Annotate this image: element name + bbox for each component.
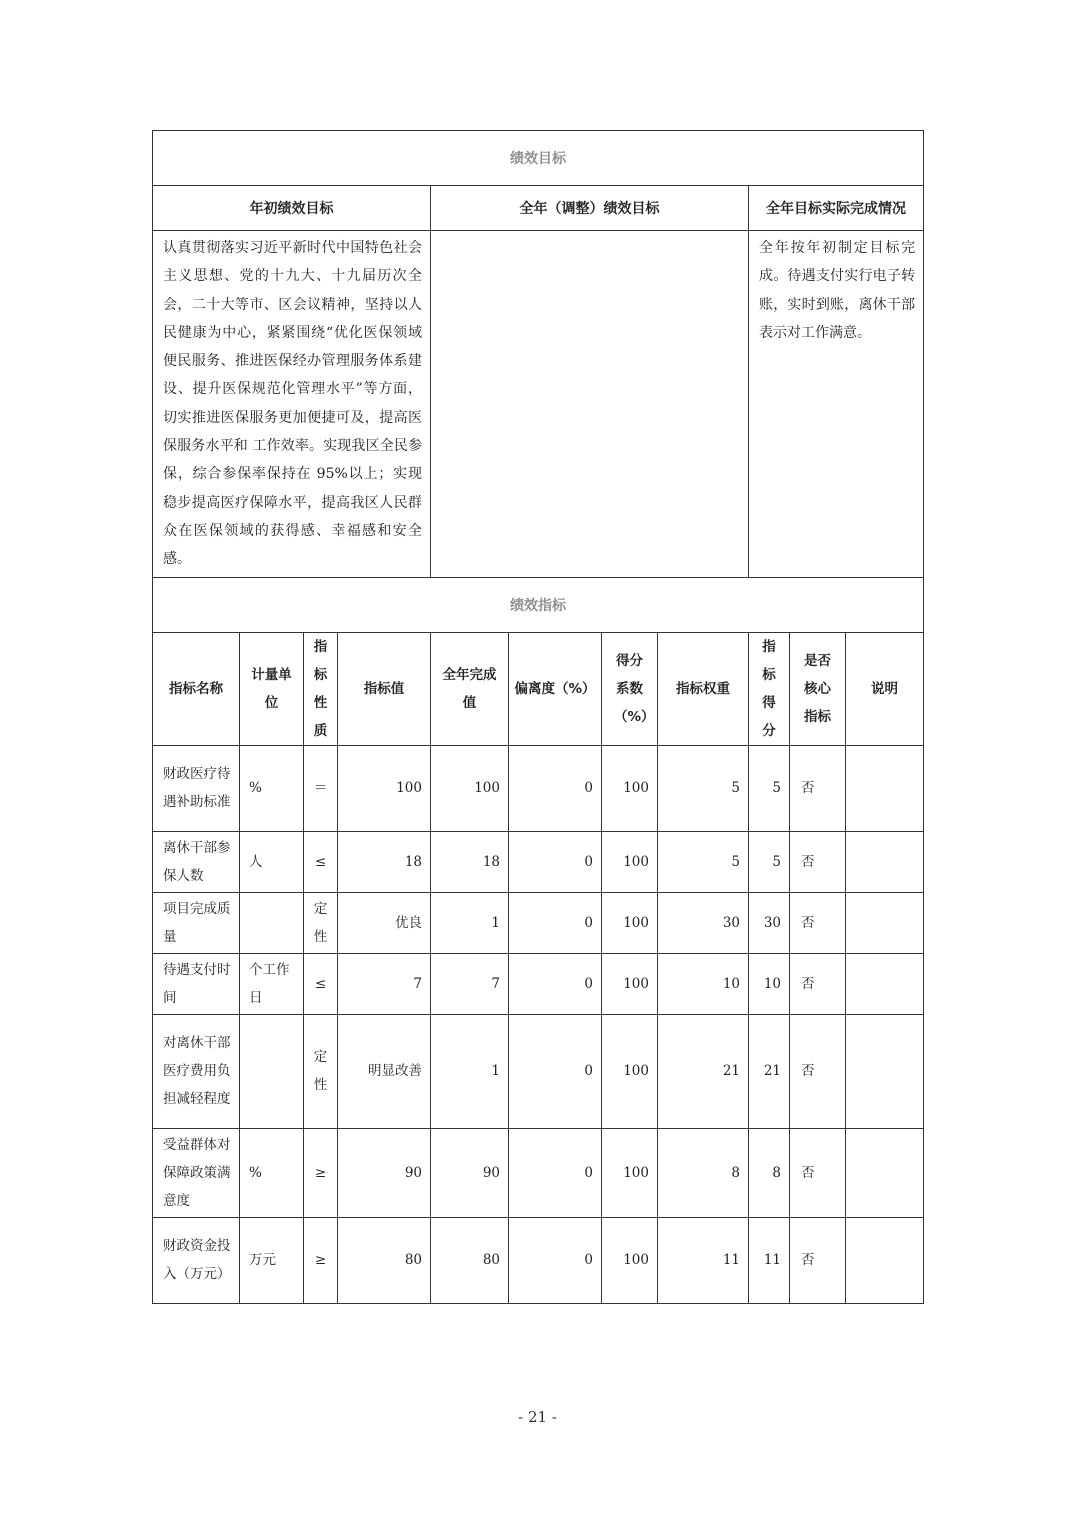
indicator-deviation: 0 — [509, 1128, 602, 1217]
indicator-deviation: 0 — [509, 1217, 602, 1303]
header-deviation: 偏离度（%） — [509, 632, 602, 745]
indicator-coef: 100 — [602, 831, 658, 892]
indicator-weight: 21 — [658, 1014, 749, 1128]
indicator-note — [846, 953, 924, 1014]
indicator-name: 受益群体对保障政策满意度 — [153, 1128, 240, 1217]
indicator-weight: 11 — [658, 1217, 749, 1303]
indicator-target: 7 — [338, 953, 431, 1014]
header-weight: 指标权重 — [658, 632, 749, 745]
indicator-deviation: 0 — [509, 953, 602, 1014]
page-number: - 21 - — [518, 1408, 557, 1426]
indicator-note — [846, 892, 924, 953]
indicator-target: 80 — [338, 1217, 431, 1303]
indicator-weight: 5 — [658, 831, 749, 892]
indicator-property: ≤ — [304, 953, 338, 1014]
indicator-core: 否 — [790, 892, 846, 953]
header-score: 指标得分 — [749, 632, 790, 745]
indicator-note — [846, 831, 924, 892]
table-row — [153, 892, 924, 953]
indicator-unit: % — [240, 1128, 304, 1217]
indicator-target: 18 — [338, 831, 431, 892]
indicator-note — [846, 1014, 924, 1128]
initial-goal-text: 认真贯彻落实习近平新时代中国特色社会主义思想、党的十九大、十九届历次全会，二十大等市、区会议精神，坚持以人民健康为中心，紧紧围绕“优化医保领域便民服务、推进医保经办管理服务体系建设、提升医保规范化管理水平”等方面，切实推进医保服务更加便捷可及，提高医保服务水平和 工作效率。实现我区全民参保，综合参保率保持在 95%以上；实现稳步提高医疗保障水平，提高我区人民群众在医保领域的获得感、幸福感和安全感。 — [153, 231, 431, 578]
indicator-core: 否 — [790, 745, 846, 831]
indicator-name: 项目完成质量 — [153, 892, 240, 953]
indicator-score: 21 — [749, 1014, 790, 1128]
indicator-coef: 100 — [602, 953, 658, 1014]
indicator-score: 8 — [749, 1128, 790, 1217]
indicator-unit: 万元 — [240, 1217, 304, 1303]
indicator-coef: 100 — [602, 1128, 658, 1217]
indicator-actual: 90 — [431, 1128, 509, 1217]
header-unit: 计量单位 — [240, 632, 304, 745]
header-note: 说明 — [846, 632, 924, 745]
indicator-unit: 人 — [240, 831, 304, 892]
table-row — [153, 1014, 924, 1128]
indicator-core: 否 — [790, 831, 846, 892]
indicator-coef: 100 — [602, 1014, 658, 1128]
indicator-target: 明显改善 — [338, 1014, 431, 1128]
col-adjusted-goal: 全年（调整）绩效目标 — [431, 186, 749, 231]
header-coef: 得分系数（%） — [602, 632, 658, 745]
indicator-actual: 1 — [431, 892, 509, 953]
indicator-property: ≤ — [304, 831, 338, 892]
indicator-deviation: 0 — [509, 831, 602, 892]
performance-sheet — [152, 130, 923, 1304]
indicator-deviation: 0 — [509, 745, 602, 831]
indicator-property: 定性 — [304, 1014, 338, 1128]
indicator-score: 5 — [749, 831, 790, 892]
table-row — [153, 745, 924, 831]
table-row — [153, 953, 924, 1014]
indicator-coef: 100 — [602, 892, 658, 953]
indicator-property: ≥ — [304, 1128, 338, 1217]
goals-section-title: 绩效目标 — [153, 131, 924, 186]
indicator-deviation: 0 — [509, 892, 602, 953]
header-name: 指标名称 — [153, 632, 240, 745]
indicator-weight: 10 — [658, 953, 749, 1014]
performance-table — [152, 130, 924, 1304]
indicator-actual: 100 — [431, 745, 509, 831]
indicator-coef: 100 — [602, 745, 658, 831]
indicator-property: ＝ — [304, 745, 338, 831]
header-actual: 全年完成值 — [431, 632, 509, 745]
indicator-name: 对离休干部医疗费用负担减轻程度 — [153, 1014, 240, 1128]
indicator-core: 否 — [790, 1217, 846, 1303]
indicator-actual: 18 — [431, 831, 509, 892]
indicator-target: 90 — [338, 1128, 431, 1217]
table-row — [153, 1128, 924, 1217]
indicator-score: 10 — [749, 953, 790, 1014]
table-row — [153, 831, 924, 892]
indicator-core: 否 — [790, 1014, 846, 1128]
indicators-section-title: 绩效指标 — [153, 577, 924, 632]
indicator-unit — [240, 892, 304, 953]
indicator-name: 财政医疗待遇补助标准 — [153, 745, 240, 831]
header-target: 指标值 — [338, 632, 431, 745]
indicator-weight: 30 — [658, 892, 749, 953]
indicator-property: 定性 — [304, 892, 338, 953]
indicator-weight: 8 — [658, 1128, 749, 1217]
indicator-unit — [240, 1014, 304, 1128]
indicator-core: 否 — [790, 953, 846, 1014]
indicator-unit: 个工作日 — [240, 953, 304, 1014]
col-initial-goal: 年初绩效目标 — [153, 186, 431, 231]
col-actual-completion: 全年目标实际完成情况 — [749, 186, 924, 231]
indicator-actual: 1 — [431, 1014, 509, 1128]
indicator-note — [846, 1217, 924, 1303]
indicator-deviation: 0 — [509, 1014, 602, 1128]
indicator-note — [846, 745, 924, 831]
actual-completion-text: 全年按年初制定目标完成。待遇支付实行电子转账，实时到账，离休干部表示对工作满意。 — [749, 231, 924, 578]
indicator-score: 5 — [749, 745, 790, 831]
indicator-target: 100 — [338, 745, 431, 831]
indicator-note — [846, 1128, 924, 1217]
indicator-property: ≥ — [304, 1217, 338, 1303]
indicator-score: 30 — [749, 892, 790, 953]
indicator-target: 优良 — [338, 892, 431, 953]
indicator-name: 待遇支付时间 — [153, 953, 240, 1014]
indicator-actual: 80 — [431, 1217, 509, 1303]
indicator-score: 11 — [749, 1217, 790, 1303]
indicator-name: 财政资金投入（万元） — [153, 1217, 240, 1303]
indicator-unit: % — [240, 745, 304, 831]
indicator-actual: 7 — [431, 953, 509, 1014]
indicator-name: 离休干部参保人数 — [153, 831, 240, 892]
header-core: 是否核心指标 — [790, 632, 846, 745]
indicator-weight: 5 — [658, 745, 749, 831]
table-row — [153, 1217, 924, 1303]
indicator-coef: 100 — [602, 1217, 658, 1303]
adjusted-goal-text — [431, 231, 749, 578]
header-property: 指标性质 — [304, 632, 338, 745]
indicator-core: 否 — [790, 1128, 846, 1217]
